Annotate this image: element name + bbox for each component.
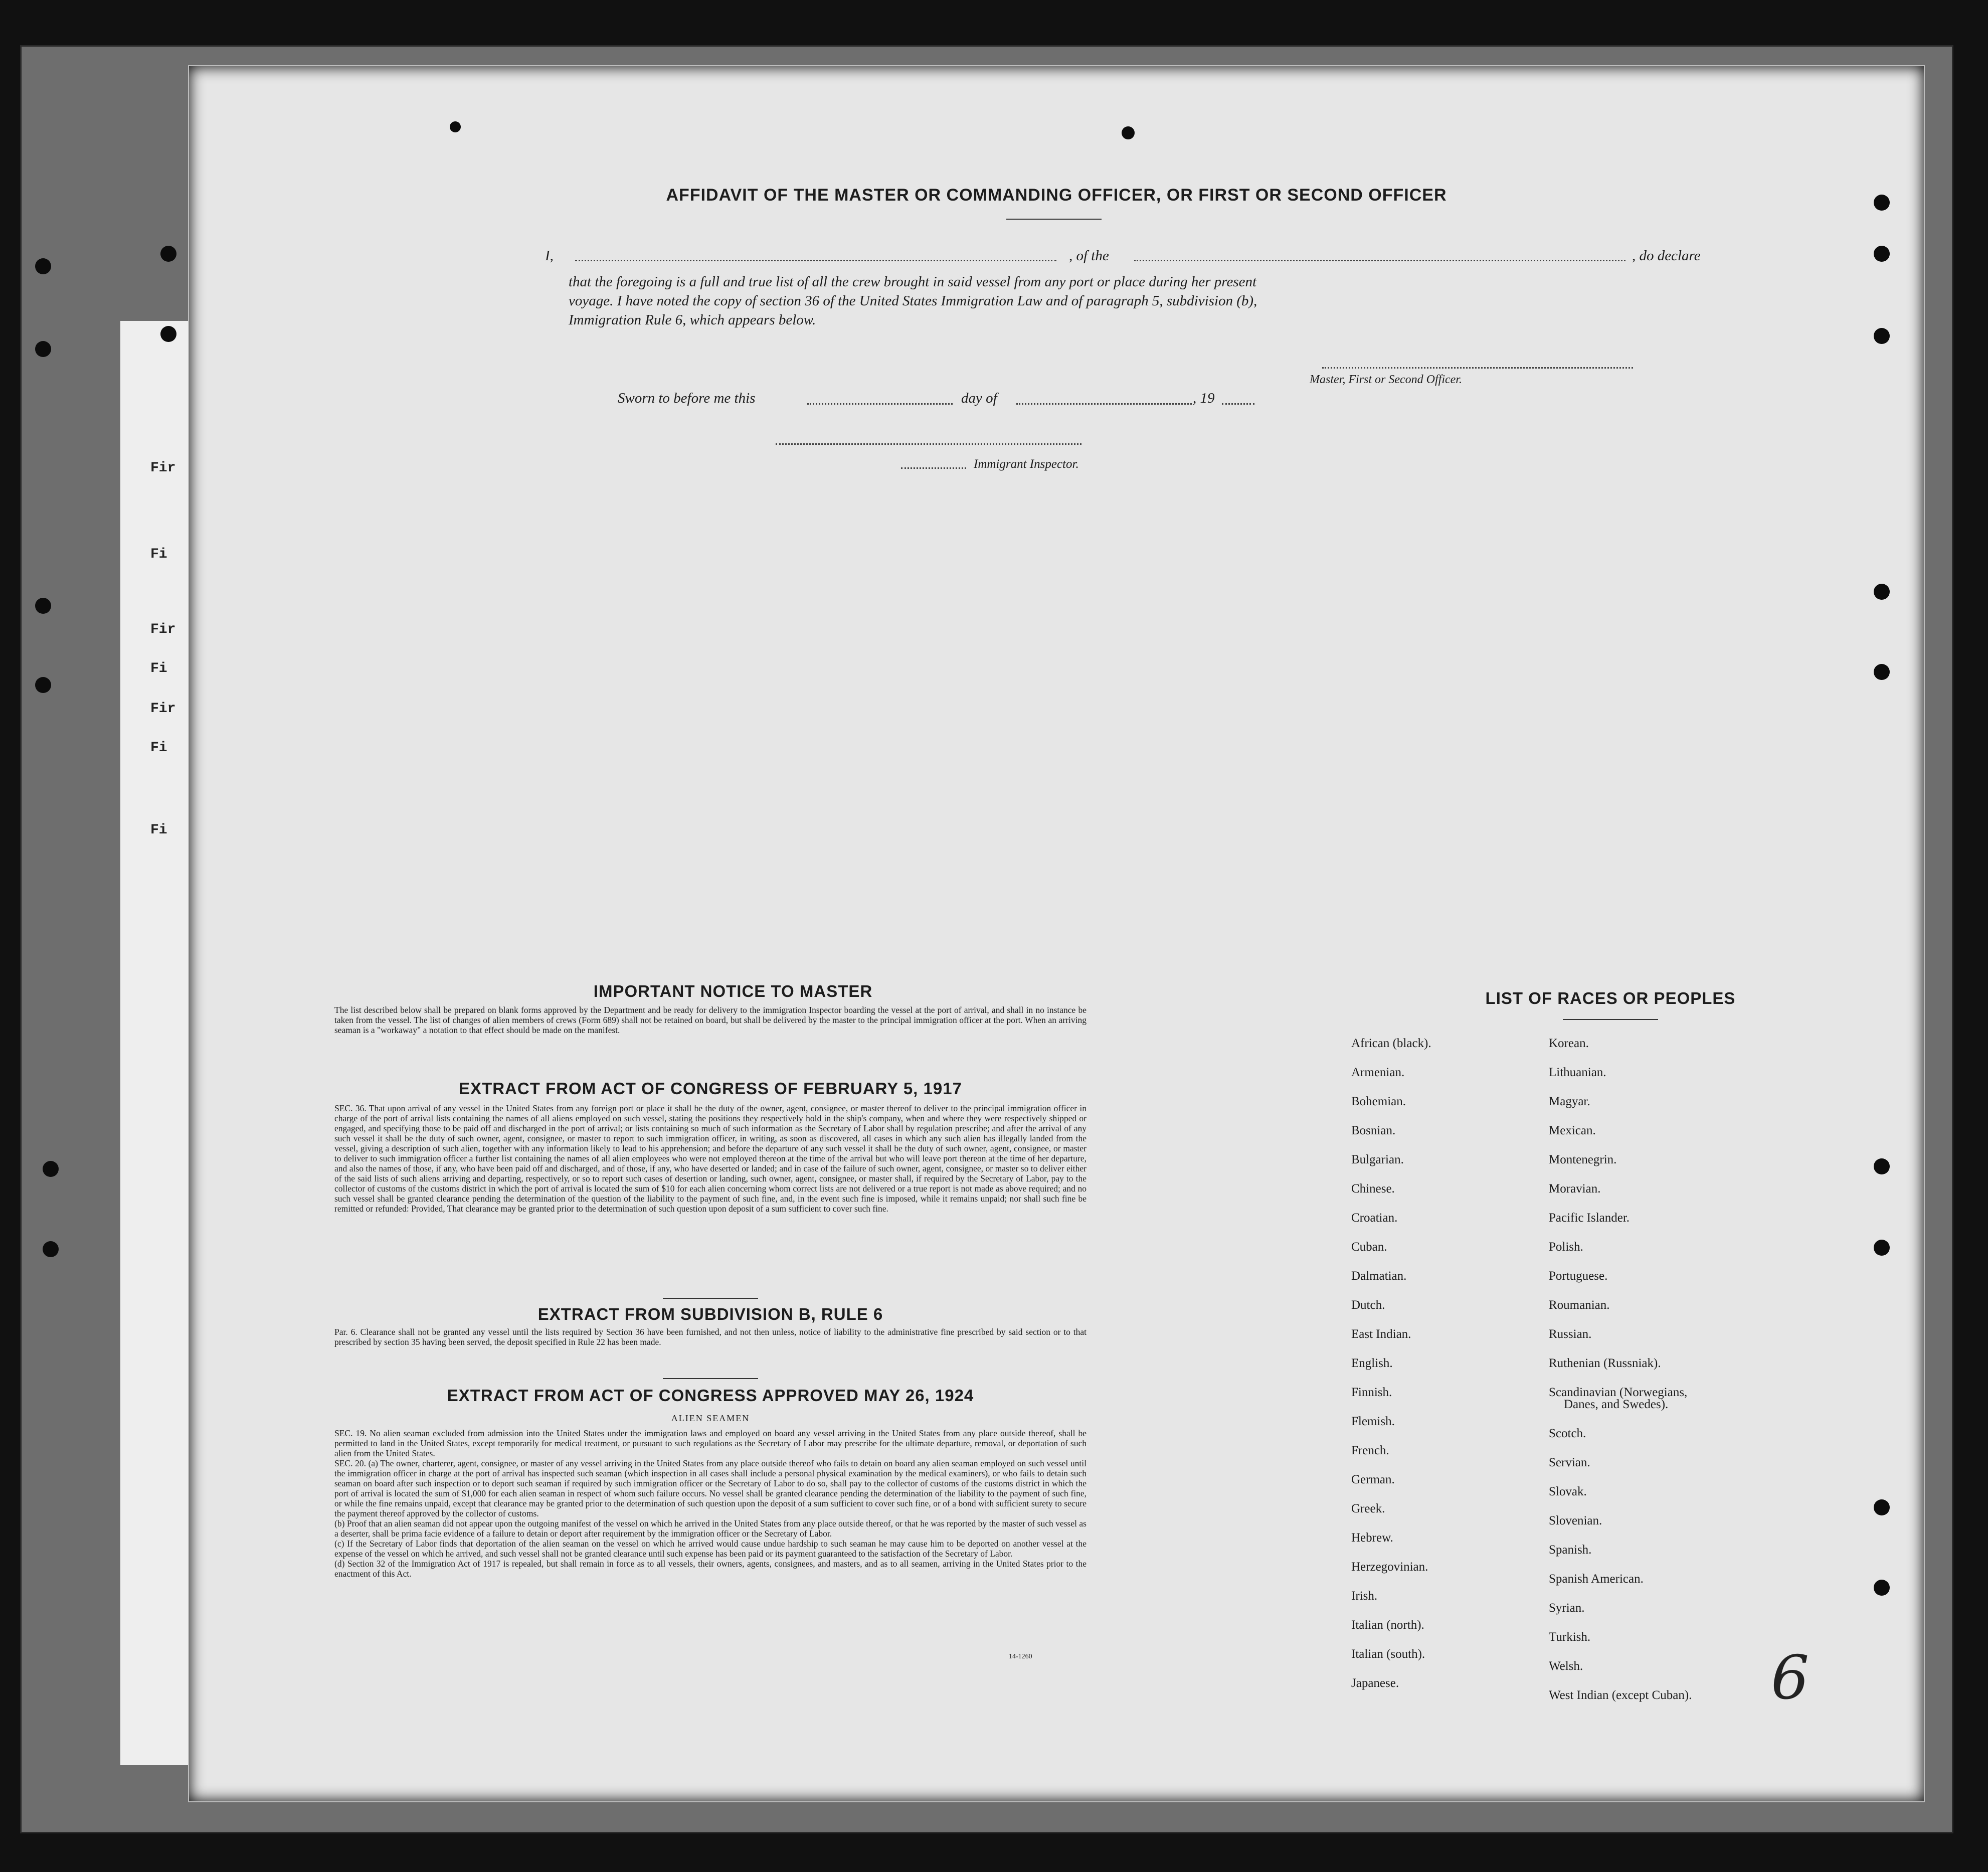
- race-item: East Indian.: [1351, 1327, 1411, 1341]
- races-title: LIST OF RACES OR PEOPLES: [1485, 989, 1736, 1007]
- race-item: Hebrew.: [1351, 1531, 1393, 1545]
- extract-1924-paragraph: SEC. 20. (a) The owner, charterer, agent, consignee, or master of any vessel arriving in the United States from any place outside thereof who fails to detain on board any alien seaman employed on such vessel until the immigration officer in charge at the port of arrival has inspected such seaman (which inspection in all cases shall include a personal physical examination by the medical examiners), or who fails to detain such seaman on board after such inspection or to deport such seaman if required by such immigration officer or the Secretary of Labor to do so, shall pay to the collector of customs of the customs district in which the port of arrival is located the sum of $1,000 for each alien seaman in respect of whom such failure occurs. No vessel shall be granted clearance pending the determination of the liability to the payment of such fine, or while the fine remains unpaid, except that clearance may be granted prior to the determination of such question upon the deposit of a sum sufficient to cover such fine, or of a bond with sufficient surety to secure the payment thereof approved by the collector of customs.: [334, 1458, 1087, 1518]
- name-blank: [575, 260, 1056, 261]
- races-left-column: [1351, 1029, 1431, 1698]
- notice-title: IMPORTANT NOTICE TO MASTER: [593, 982, 873, 1000]
- race-item: Danes, and Swedes).: [1564, 1398, 1669, 1411]
- race-item: French.: [1351, 1444, 1389, 1457]
- extract-1917-text: SEC. 36. That upon arrival of any vessel in the United States from any foreign port or place it shall be the duty of the owner, agent, consignee, or master thereof to deliver to the principal immigration officer in charge of the port of arrival lists containing the names of all aliens employed on such vessel, stating the positions they respectively hold in the ship's company, when and where they were respectively shipped or engaged, and specifying those to be paid off and discharged in the port of arrival; or lists containing so much of such information as the Secretary of Labor shall by regulation prescribe; and after the arrival of any such vessel it shall be the duty of such owner, agent, consignee, or master to report to such immigration officer, in writing, as soon as discovered, all cases in which any such alien has illegally landed from the vessel, giving a description of such alien, together with any information likely to lead to his apprehension; and before the departure of any such vessel it shall be the duty of such owner, agent, consignee, or master to deliver to such immigration officer a further list containing the names of all alien employees who were not employed thereon at the time of the arrival but who will leave port thereon at the time of her departure, and also the names of those, if any, who have been paid off and discharged, and of those, if any, who have deserted or landed; and in case of the failure of such owner, agent, consignee, or master so to deliver either of the said lists of such aliens arriving and departing, respectively, or so to report such cases of desertion or landing, such owner, agent, consignee, or master shall, if required by the Secretary of Labor, pay to the collector of customs of the customs district in which the port of arrival is located the sum of $10 for each alien concerning whom correct lists are not delivered or a true report is not made as above required; and no such vessel shall be granted clearance pending the determination of the question of the liability to the payment of such fine, and, in the event such fine is imposed, while it remains unpaid; nor shall such fine be remitted or refunded: Provided, That clearance may be granted prior to the determination of such question upon deposit of a sum sufficient to cover such fine.: [334, 1103, 1087, 1214]
- side-label: Fi: [150, 822, 167, 838]
- divider: [1006, 219, 1102, 220]
- vessel-blank: [1134, 260, 1625, 261]
- race-item: Scotch.: [1549, 1427, 1586, 1440]
- race-item: Montenegrin.: [1549, 1153, 1617, 1166]
- extract-1924-text: [334, 1428, 1087, 1579]
- race-item: Croatian.: [1351, 1211, 1398, 1225]
- races-right-column: [1549, 1029, 1692, 1710]
- sworn-label: Sworn to before me this: [618, 390, 756, 406]
- affidavit-body-line: Immigration Rule 6, which appears below.: [569, 312, 816, 328]
- punch-hole: [1122, 126, 1135, 139]
- side-label: Fir: [150, 460, 176, 476]
- race-item: Dutch.: [1351, 1298, 1385, 1312]
- form-page: [188, 65, 1925, 1802]
- punch-hole: [1874, 1580, 1890, 1596]
- month-blank: [1016, 403, 1192, 405]
- race-item: Bulgarian.: [1351, 1153, 1404, 1166]
- race-item: West Indian (except Cuban).: [1549, 1688, 1692, 1702]
- year-blank: [1222, 403, 1254, 405]
- race-item: Roumanian.: [1549, 1298, 1610, 1312]
- race-item: Greek.: [1351, 1502, 1385, 1515]
- race-item: Magyar.: [1549, 1095, 1590, 1108]
- race-item: Bohemian.: [1351, 1095, 1406, 1108]
- side-label: Fi: [150, 661, 167, 676]
- race-item: Japanese.: [1351, 1676, 1399, 1690]
- divider: [663, 1378, 758, 1379]
- race-item: Syrian.: [1549, 1601, 1585, 1615]
- punch-hole: [1874, 1240, 1890, 1256]
- day-blank: [807, 403, 953, 405]
- race-item: Turkish.: [1549, 1630, 1591, 1644]
- race-item: Portuguese.: [1549, 1269, 1608, 1283]
- side-label: Fir: [150, 622, 176, 637]
- race-item: Servian.: [1549, 1456, 1590, 1469]
- year-label: , 19: [1193, 390, 1215, 406]
- extract-1924-paragraph: (b) Proof that an alien seaman did not appear upon the outgoing manifest of the vessel on which he arrived in the United States from any place outside thereof, or that he was reported by the master of such vessel as a deserter, shall be prima facie evidence of a failure to detain or deport after requirement by the immigration officer or the Secretary of Labor.: [334, 1518, 1087, 1539]
- affidavit-body-line: that the foregoing is a full and true list of all the crew brought in said vessel from any port or place during her present: [569, 274, 1257, 290]
- punch-hole: [160, 246, 176, 262]
- race-item: Mexican.: [1549, 1124, 1596, 1137]
- race-item: Pacific Islander.: [1549, 1211, 1630, 1225]
- punch-hole: [35, 258, 51, 274]
- race-item: German.: [1351, 1473, 1395, 1486]
- master-label: Master, First or Second Officer.: [1310, 373, 1462, 386]
- race-item: Dalmatian.: [1351, 1269, 1407, 1283]
- race-item: Scandinavian (Norwegians,: [1549, 1386, 1688, 1399]
- race-item: Ruthenian (Russniak).: [1549, 1356, 1661, 1370]
- race-item: Slovak.: [1549, 1485, 1587, 1498]
- extract-1924-subtitle: ALIEN SEAMEN: [671, 1413, 750, 1423]
- affidavit-i-label: I,: [545, 248, 554, 264]
- affidavit-do-declare: , do declare: [1632, 248, 1701, 264]
- side-label: Fi: [150, 547, 167, 562]
- race-item: Slovenian.: [1549, 1514, 1602, 1527]
- punch-hole: [35, 598, 51, 614]
- race-item: Irish.: [1351, 1589, 1378, 1603]
- notice-text: The list described below shall be prepared on blank forms approved by the Department and be ready for delivery to the immigration Inspector boarding the vessel at the port of arrival, and shall in no instance be taken from the vessel. The list of changes of alien members of crews (Form 689) shall not be retained on board, but shall be delivered by the master to the principal immigration officer at the port. When an arriving seaman is a "workaway" a notation to that effect should be made on the manifest.: [334, 1005, 1087, 1035]
- punch-hole: [1874, 1158, 1890, 1174]
- race-item: African (black).: [1351, 1037, 1431, 1050]
- punch-hole: [43, 1161, 59, 1177]
- day-of-label: day of: [961, 390, 997, 406]
- punch-hole: [1874, 584, 1890, 600]
- inspector-blank: [901, 467, 966, 469]
- extract-1924-paragraph: (c) If the Secretary of Labor finds that deportation of the alien seaman on the vessel on which he arrived would cause undue hardship to such seaman he may cause him to be deported on another vessel at the expense of the vessel on which he arrived, and such vessel shall not be granted clearance until such expense has been paid or its payment guaranteed to the satisfaction of the Secretary of Labor.: [334, 1539, 1087, 1559]
- punch-hole: [35, 341, 51, 357]
- punch-hole: [450, 121, 461, 132]
- race-item: Lithuanian.: [1549, 1066, 1606, 1079]
- race-item: English.: [1351, 1356, 1393, 1370]
- divider: [1563, 1019, 1658, 1020]
- divider: [663, 1298, 758, 1299]
- extract-rule6-text: Par. 6. Clearance shall not be granted any vessel until the lists required by Section 36 have been furnished, and not then unless, notice of liability to the administrative fine prescribed by said section or to that prescribed by section 35 having been served, the deposit specified in Rule 22 has been made.: [334, 1327, 1087, 1347]
- affidavit-of-the: , of the: [1069, 248, 1109, 264]
- race-item: Chinese.: [1351, 1182, 1395, 1196]
- form-number: 14-1260: [1009, 1653, 1032, 1660]
- side-label: Fir: [150, 701, 176, 717]
- race-item: Armenian.: [1351, 1066, 1405, 1079]
- race-item: Spanish.: [1549, 1543, 1592, 1557]
- punch-hole: [35, 677, 51, 693]
- race-item: Finnish.: [1351, 1386, 1392, 1399]
- punch-hole: [1874, 246, 1890, 262]
- race-item: Herzegovinian.: [1351, 1560, 1428, 1574]
- extract-rule6-title: EXTRACT FROM SUBDIVISION B, RULE 6: [537, 1305, 883, 1323]
- punch-hole: [160, 326, 176, 342]
- race-item: Spanish American.: [1549, 1572, 1644, 1586]
- race-item: Italian (north).: [1351, 1618, 1424, 1632]
- race-item: Polish.: [1549, 1240, 1583, 1254]
- signature-blank: [1322, 367, 1633, 369]
- race-item: Italian (south).: [1351, 1647, 1425, 1661]
- extract-1917-title: EXTRACT FROM ACT OF CONGRESS OF FEBRUARY 5, 1917: [459, 1079, 962, 1098]
- race-item: Russian.: [1549, 1327, 1592, 1341]
- punch-hole: [1874, 664, 1890, 680]
- race-item: Flemish.: [1351, 1415, 1395, 1428]
- side-label: Fi: [150, 740, 167, 756]
- race-item: Moravian.: [1549, 1182, 1601, 1196]
- extract-1924-paragraph: (d) Section 32 of the Immigration Act of 1917 is repealed, but shall remain in force as to all vessels, their owners, agents, consignees, and masters, and as to all seamen, arriving in the United States prior to the enactment of this Act.: [334, 1559, 1087, 1579]
- handwritten-page-number: 6: [1771, 1643, 1810, 1713]
- extract-1924-paragraph: SEC. 19. No alien seaman excluded from admission into the United States under the immigration laws and employed on board any vessel arriving in the United States from any place outside thereof, shall be permitted to land in the United States, except temporarily for medical treatment, or pursuant to such regulations as the Secretary of Labor may prescribe for the ultimate departure, removal, or deportation of such alien from the United States.: [334, 1428, 1087, 1458]
- punch-hole: [43, 1241, 59, 1257]
- affidavit-title: AFFIDAVIT OF THE MASTER OR COMMANDING OFFICER, OR FIRST OR SECOND OFFICER: [666, 186, 1447, 205]
- race-item: Cuban.: [1351, 1240, 1387, 1254]
- punch-hole: [1874, 1499, 1890, 1515]
- extract-1924-title: EXTRACT FROM ACT OF CONGRESS APPROVED MAY 26, 1924: [447, 1386, 974, 1405]
- race-item: Korean.: [1549, 1037, 1589, 1050]
- inspector-signature-blank: [776, 443, 1081, 445]
- race-item: Bosnian.: [1351, 1124, 1396, 1137]
- race-item: Welsh.: [1549, 1659, 1583, 1673]
- inspector-label: Immigrant Inspector.: [974, 457, 1079, 471]
- affidavit-body-line: voyage. I have noted the copy of section 36 of the United States Immigration Law and of paragraph 5, subdivision (b),: [569, 293, 1257, 309]
- punch-hole: [1874, 328, 1890, 344]
